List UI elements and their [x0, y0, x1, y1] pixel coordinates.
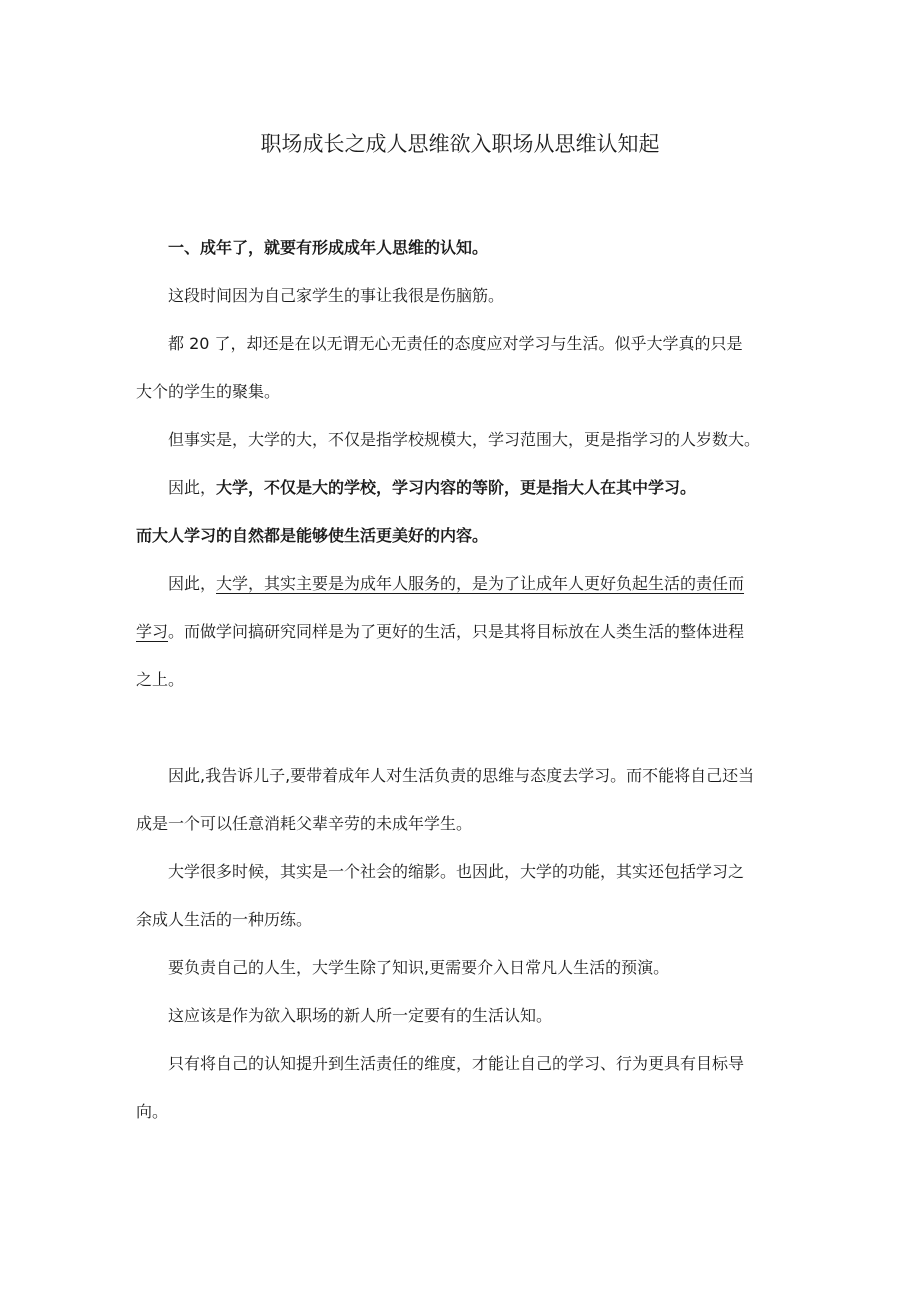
document-body: [136, 224, 796, 1136]
paragraph-7-line-2: 成是一个可以任意消耗父辈辛劳的未成年学生。: [136, 814, 473, 833]
paragraph-6-prefix: 因此，: [168, 574, 217, 593]
paragraph-11-line-1: 只有将自己的认知提升到生活责任的维度，才能让自己的学习、行为更具有目标导: [168, 1054, 745, 1073]
paragraph-6-rest: 。而做学问搞研究同样是为了更好的生活，只是其将目标放在人类生活的整体进程: [168, 622, 745, 641]
paragraph-1: 这段时间因为自己家学生的事让我很是伤脑筋。: [168, 286, 505, 305]
paragraph-5: 而大人学习的自然都是能够使生活更美好的内容。: [136, 526, 489, 545]
paragraph-6-underline-2: 学习: [136, 622, 169, 641]
paragraph-10: 这应该是作为欲入职场的新人所一定要有的生活认知。: [168, 1006, 553, 1025]
paragraph-8-line-1: 大学很多时候，其实是一个社会的缩影。也因此，大学的功能，其实还包括学习之: [168, 862, 745, 881]
paragraph-8-line-2: 余成人生活的一种历练。: [136, 910, 313, 929]
paragraph-4-prefix: 因此，: [168, 478, 217, 497]
paragraph-6-line-2: [136, 608, 796, 656]
document-title: 职场成长之成人思维欲入职场从思维认知起: [260, 132, 660, 156]
paragraph-6-line-3: 之上。: [136, 670, 185, 689]
paragraph-7-line-1: 因此,我告诉儿子,要带着成年人对生活负责的思维与态度去学习。而不能将自己还当: [168, 766, 755, 785]
paragraph-11-line-2: 向。: [136, 1102, 169, 1121]
paragraph-3: 但事实是，大学的大，不仅是指学校规模大，学习范围大，更是指学习的人岁数大。: [168, 430, 761, 449]
paragraph-4: [136, 464, 796, 512]
paragraph-4-bold: 大学，不仅是大的学校，学习内容的等阶，更是指大人在其中学习。: [216, 478, 697, 497]
paragraph-6-underline-1: 大学，其实主要是为成年人服务的，是为了让成年人更好负起生活的责任而: [216, 574, 745, 593]
paragraph-2-line-1: 都 20 了，却还是在以无谓无心无责任的态度应对学习与生活。似乎大学真的只是: [168, 334, 743, 353]
paragraph-spacer: [136, 704, 796, 752]
paragraph-2-line-2: 大个的学生的聚集。: [136, 382, 281, 401]
paragraph-6-line-1: [136, 560, 796, 608]
section-heading: 一、成年了，就要有形成成年人思维的认知。: [168, 238, 489, 257]
paragraph-9: 要负责自己的人生，大学生除了知识,更需要介入日常凡人生活的预演。: [168, 958, 670, 977]
